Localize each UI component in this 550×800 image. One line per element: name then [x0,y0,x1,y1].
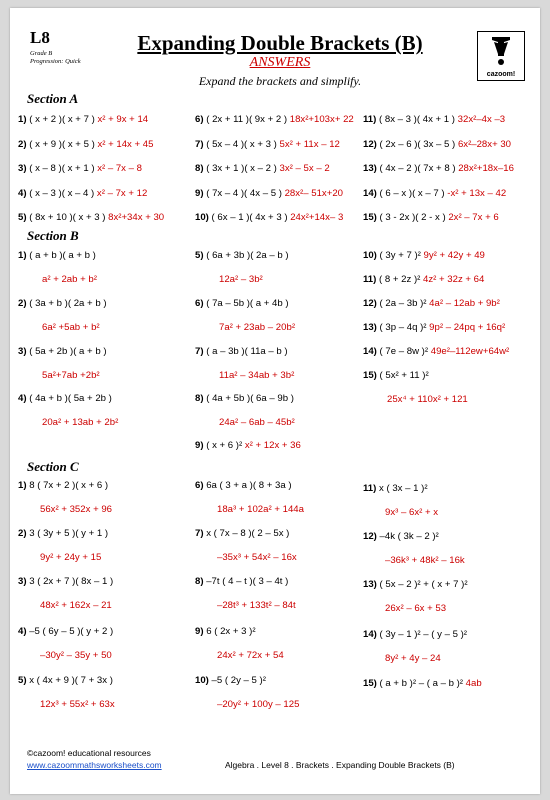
question-c-12 [363,531,439,542]
question-b-9 [195,440,301,451]
question-number: 1) [18,480,27,491]
answer-c-10: –20y² + 100y – 125 [217,699,300,710]
question-b-3 [18,346,107,357]
question-number: 15) [363,678,377,689]
answer-text: 4a² – 12ab + 9b² [429,298,500,309]
grade-label: Grade B [30,50,53,57]
answer-c-3: 48x² + 162x – 21 [40,600,112,611]
answer-text: 32x²–4x –3 [457,114,506,125]
question-expression: ( 3y – 1 )² – ( y – 5 )² [379,629,467,640]
question-a-4 [18,188,147,199]
question-expression: x ( 3x – 1 )² [379,483,428,494]
question-c-8 [195,576,288,587]
question-number: 1) [18,250,27,261]
worksheet-page [10,8,540,794]
question-b-6 [195,298,289,309]
website-link[interactable]: www.cazoommathsworksheets.com [27,760,162,770]
answer-text: 6x²–28x+ 30 [457,138,512,150]
question-number: 6) [195,480,204,491]
question-expression: ( 5a + 2b )( a + b ) [29,346,107,357]
answer-text: 5x² + 11x – 12 [279,138,340,150]
answer-text: x² + 14x + 45 [97,138,154,150]
question-expression: ( 2a – 3b )² [379,298,427,309]
question-expression: ( 2x + 11 )( 9x + 2 ) [206,114,288,125]
question-expression: ( 8x + 10 )( x + 3 ) [29,212,106,223]
section-c-heading: Section C [27,459,79,474]
question-expression: ( x – 8 )( x + 1 ) [29,163,95,174]
question-number: 4) [18,393,27,404]
question-expression: ( 3x + 1 )( x – 2 ) [206,163,277,174]
answer-text: 28x²– 51x+20 [284,187,343,199]
question-expression: ( 8x – 3 )( 4x + 1 ) [379,114,455,125]
question-a-7 [195,139,340,150]
answer-b-6: 7a² + 23ab – 20b² [219,322,296,333]
question-a-3 [18,163,142,174]
question-c-15 [363,678,482,689]
question-b-12 [363,298,500,309]
question-c-10 [195,675,266,686]
question-expression: ( x + 2 )( x + 7 ) [29,114,95,125]
answer-text: 18x²+103x+ 22 [289,114,354,125]
question-number: 9) [195,626,204,637]
question-number: 3) [18,576,27,587]
question-b-5 [195,250,289,261]
question-expression: ( 8 + 2z )² [379,274,421,285]
answer-b-1: a² + 2ab + b² [42,274,97,285]
question-a-13 [363,163,514,174]
question-number: 13) [363,163,377,174]
question-expression: ( x – 3 )( x – 4 ) [29,187,95,199]
question-number: 1) [18,114,27,125]
question-expression: ( 3p – 4q )² [379,322,427,333]
answer-c-4: –30y² – 35y + 50 [40,650,112,661]
question-expression: ( 5x – 4 )( x + 3 ) [206,138,277,150]
question-expression: ( x + 6 )² [206,440,243,451]
answer-text: x² + 12x + 36 [244,440,301,451]
question-expression: ( 3a + b )( 2a + b ) [29,298,107,309]
answer-c-13: 26x² – 6x + 53 [385,603,447,614]
answer-text: 3x² – 5x – 2 [279,163,330,174]
answer-text: 4ab [465,678,482,689]
question-number: 10) [195,212,209,223]
section-b-heading: Section B [27,228,79,243]
question-number: 11) [363,483,377,494]
question-number: 14) [363,346,377,357]
instruction-text: Expand the brackets and simplify. [198,74,362,88]
question-expression: ( 6a + 3b )( 2a – b ) [206,250,289,261]
question-expression: ( a – 3b )( 11a – b ) [206,346,288,357]
question-number: 4) [18,626,27,637]
question-number: 7) [195,346,204,357]
answer-text: -x² + 13x – 42 [447,187,507,199]
question-b-14 [363,346,509,357]
question-expression: x ( 4x + 9 )( 7 + 3x ) [29,675,113,686]
question-number: 8) [195,393,204,404]
question-expression: –7t ( 4 – t )( 3 – 4t ) [206,576,289,587]
question-c-4 [18,626,113,637]
answer-b-15: 25x⁴ + 110x² + 121 [387,394,468,405]
answer-c-1: 56x² + 352x + 96 [40,504,113,515]
answer-c-12: –36k³ + 48k² – 16k [385,555,465,566]
question-expression: 6a ( 3 + a )( 8 + 3a ) [206,480,292,491]
answer-b-3: 5a²+7ab +2b² [42,370,100,381]
question-a-12 [363,139,511,150]
question-a-6 [195,114,354,125]
question-number: 14) [363,629,377,640]
question-a-8 [195,163,330,174]
question-expression: ( a + b )² – ( a – b )² [379,678,463,689]
question-b-10 [363,250,485,261]
question-expression: –4k ( 3k – 2 )² [379,531,439,542]
question-expression: ( 3 - 2x )( 2 - x ) [379,212,446,223]
answer-c-5: 12x³ + 55x² + 63x [40,699,115,710]
question-a-14 [363,188,506,199]
grade-info [30,50,81,66]
question-a-15 [363,212,499,223]
question-expression: ( x + 9 )( x + 5 ) [29,138,95,150]
question-expression: ( 5x – 2 )² + ( x + 7 )² [379,579,468,590]
question-c-1 [18,480,108,491]
answer-c-14: 8y² + 4y – 24 [385,653,441,664]
website-line [27,760,162,770]
answer-b-8: 24a² – 6ab – 45b² [219,417,295,428]
question-number: 8) [195,576,204,587]
question-c-3 [18,576,113,587]
question-expression: ( 4x – 2 )( 7x + 8 ) [379,163,456,174]
answers-label: ANSWERS [249,55,311,70]
question-expression: ( 6x – 1 )( 4x + 3 ) [211,212,288,223]
question-expression: –5 ( 6y – 5 )( y + 2 ) [29,626,114,637]
question-number: 14) [363,187,377,199]
question-b-8 [195,393,294,404]
answer-b-4: 20a² + 13ab + 2b² [42,417,119,428]
question-number: 6) [195,298,204,309]
copyright-text: ©cazoom! educational resources [27,748,151,758]
answer-text: x² – 7x – 8 [97,163,142,174]
question-b-4 [18,393,112,404]
question-b-1 [18,250,96,261]
answer-text: 28x²+18x–16 [458,163,514,174]
question-c-13 [363,579,468,590]
answer-b-7: 11a² – 34ab + 3b² [219,370,295,381]
question-number: 5) [195,250,204,261]
question-number: 15) [363,212,377,223]
question-expression: ( 4a + b )( 5a + 2b ) [29,393,112,404]
question-expression: 6 ( 2x + 3 )² [206,626,256,637]
question-number: 15) [363,370,377,381]
question-number: 5) [18,212,27,223]
logo-text: cazoom! [486,71,516,78]
exclamation-logo-icon [478,32,524,70]
question-a-2 [18,139,153,150]
question-expression: x ( 7x – 8 )( 2 – 5x ) [206,528,290,539]
question-number: 10) [363,250,377,261]
question-expression: ( 7a – 5b )( a + 4b ) [206,298,289,309]
question-expression: ( 5x² + 11 )² [379,370,429,381]
question-expression: ( 7x – 4 )( 4x – 5 ) [206,187,282,199]
answer-c-8: –28t³ + 133t² – 84t [217,600,296,611]
question-b-13 [363,322,505,333]
question-number: 12) [363,298,377,309]
answer-text: 4z² + 32z + 64 [423,274,485,285]
topic-breadcrumb: Algebra . Level 8 . Brackets . Expanding Double Brackets (B) [225,760,455,770]
answer-c-7: –35x³ + 54x² – 16x [217,552,297,563]
question-c-6 [195,480,292,491]
question-number: 6) [195,114,204,125]
question-b-15 [363,370,429,381]
question-a-1 [18,114,148,125]
question-c-7 [195,528,289,539]
question-expression: ( 3y + 7 )² [379,250,421,261]
question-number: 2) [18,138,27,150]
question-number: 2) [18,298,27,309]
question-number: 3) [18,163,27,174]
question-expression: 3 ( 3y + 5 )( y + 1 ) [29,528,109,539]
question-expression: –5 ( 2y – 5 )² [211,675,266,686]
section-a-heading: Section A [27,91,79,106]
answer-c-11: 9x³ – 6x² + x [385,507,439,518]
question-a-10 [195,212,343,223]
question-c-11 [363,483,428,494]
question-number: 7) [195,528,204,539]
answer-text: 8x²+34x + 30 [108,212,165,223]
answer-text: 2x² – 7x + 6 [448,212,499,223]
question-number: 11) [363,114,377,125]
question-number: 12) [363,531,377,542]
question-expression: ( 6 – x )( x – 7 ) [379,187,445,199]
question-b-7 [195,346,288,357]
cazoom-logo [477,31,525,81]
question-c-5 [18,675,113,686]
question-number: 10) [195,675,209,686]
question-c-2 [18,528,108,539]
question-expression: ( 4a + 5b )( 6a – 9b ) [206,393,294,404]
answer-b-5: 12a² – 3b² [219,274,263,285]
answer-text: 9y² + 42y + 49 [423,250,485,261]
page-title: Expanding Double Brackets (B) [137,31,423,55]
question-number: 13) [363,579,377,590]
question-a-9 [195,188,343,199]
question-number: 13) [363,322,377,333]
question-c-9 [195,626,256,637]
answer-text: x² – 7x + 12 [96,187,148,199]
answer-text: 49e²–112ew+64w² [430,346,510,357]
question-expression: 3 ( 2x + 7 )( 8x – 1 ) [29,576,114,587]
question-number: 12) [363,138,377,150]
answer-b-2: 6a² +5ab + b² [42,322,100,333]
answer-text: 9p² – 24pq + 16q² [429,322,506,333]
question-number: 9) [195,187,204,199]
answer-c-2: 9y² + 24y + 15 [40,552,102,563]
question-number: 4) [18,187,27,199]
question-a-11 [363,114,505,125]
question-a-5 [18,212,164,223]
question-expression: ( 2x – 6 )( 3x – 5 ) [379,138,456,150]
question-number: 2) [18,528,27,539]
question-b-11 [363,274,484,285]
question-number: 3) [18,346,27,357]
answer-c-9: 24x² + 72x + 54 [217,650,284,661]
question-b-2 [18,298,107,309]
progression-label: Progression: Quick [30,58,81,65]
question-number: 8) [195,163,204,174]
question-expression: 8 ( 7x + 2 )( x + 6 ) [29,480,109,491]
question-number: 5) [18,675,27,686]
question-number: 9) [195,440,204,451]
question-number: 7) [195,138,204,150]
question-number: 11) [363,274,377,285]
level-label: L8 [30,28,50,47]
answer-text: 24x²+14x– 3 [290,212,344,223]
answer-c-6: 18a³ + 102a² + 144a [217,504,304,515]
question-expression: ( 7e – 8w )² [379,346,429,357]
question-c-14 [363,629,467,640]
answer-text: x² + 9x + 14 [97,114,149,125]
question-expression: ( a + b )( a + b ) [29,250,96,261]
